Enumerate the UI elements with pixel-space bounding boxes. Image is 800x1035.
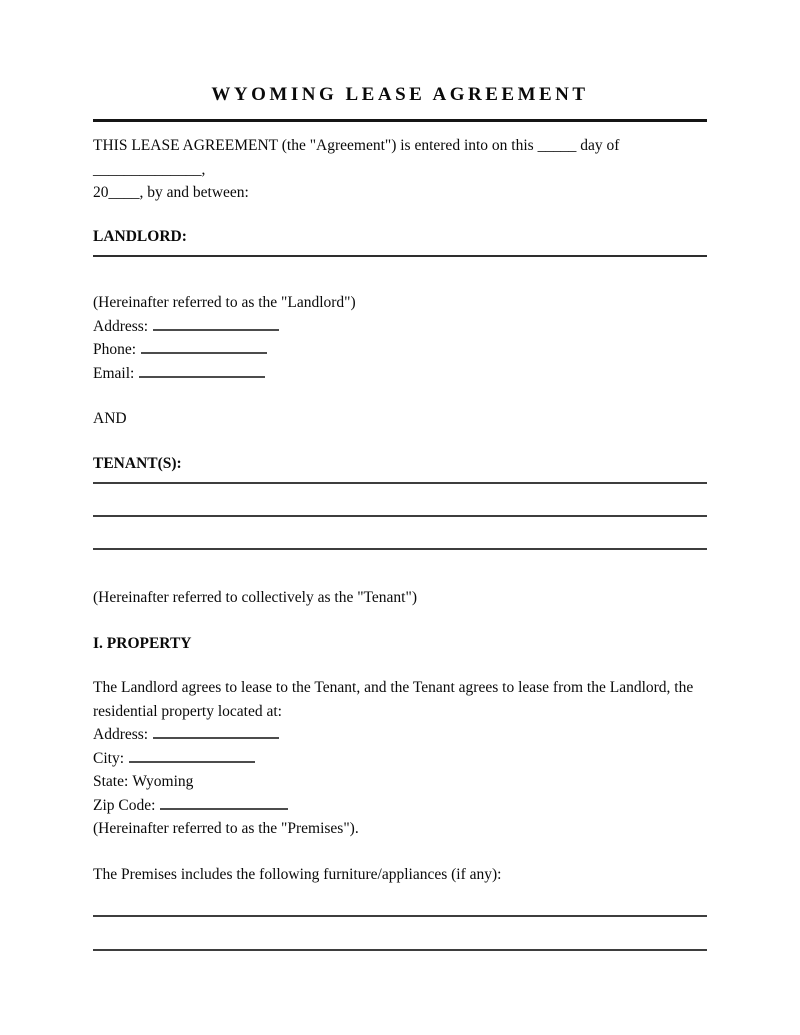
landlord-phone-blank-line[interactable] — [141, 340, 267, 354]
landlord-heading: LANDLORD: — [93, 227, 187, 245]
landlord-email-row — [93, 362, 707, 386]
property-city-row — [93, 747, 707, 771]
title-divider — [93, 119, 707, 122]
property-city-blank-line[interactable] — [129, 749, 255, 763]
tenant-name-blank-line-1[interactable] — [93, 482, 707, 484]
property-address-blank-line[interactable] — [153, 725, 279, 739]
property-zip-blank-line[interactable] — [160, 796, 288, 810]
intro-text-line-2: 20____, by and between: — [93, 184, 249, 201]
landlord-name-blank-line[interactable] — [93, 255, 707, 257]
landlord-phone-row — [93, 338, 707, 362]
property-address-row — [93, 723, 707, 747]
property-state-row — [93, 770, 707, 794]
intro-text-line-1: THIS LEASE AGREEMENT (the "Agreement") is entered into on this _____ day of ______________, — [93, 137, 620, 178]
premises-hereinafter-text: (Hereinafter referred to as the "Premises"). — [93, 820, 359, 837]
landlord-address-row — [93, 315, 707, 339]
property-city-label: City: — [93, 749, 125, 767]
tenant-name-blank-line-3[interactable] — [93, 548, 707, 550]
tenant-name-blank-line-2[interactable] — [93, 515, 707, 517]
property-section-heading: I. PROPERTY — [93, 634, 192, 652]
tenant-hereinafter-text: (Hereinafter referred to collectively as the "Tenant") — [93, 589, 417, 606]
landlord-hereinafter-text: (Hereinafter referred to as the "Landlord") — [93, 294, 356, 311]
furniture-blank-line-2[interactable] — [93, 949, 707, 951]
property-zip-row — [93, 794, 707, 818]
tenant-heading: TENANT(S): — [93, 454, 182, 472]
furniture-prompt-text: The Premises includes the following furniture/appliances (if any): — [93, 865, 502, 883]
landlord-address-label: Address: — [93, 317, 149, 335]
landlord-email-label: Email: — [93, 364, 135, 382]
landlord-address-blank-line[interactable] — [153, 317, 279, 331]
conjunction-text: AND — [93, 410, 127, 427]
landlord-phone-label: Phone: — [93, 341, 137, 358]
property-zip-label: Zip Code: — [93, 796, 156, 814]
furniture-blank-line-1[interactable] — [93, 915, 707, 917]
property-lead-text: The Landlord agrees to lease to the Tenant, and the Tenant agrees to lease from the Landlord, the residential property located at: — [93, 679, 694, 720]
property-address-label: Address: — [93, 726, 149, 743]
landlord-email-blank-line[interactable] — [139, 364, 265, 378]
property-state-label: State: — [93, 773, 129, 790]
property-state-value: Wyoming — [132, 773, 194, 790]
document-title: WYOMING LEASE AGREEMENT — [211, 84, 589, 105]
